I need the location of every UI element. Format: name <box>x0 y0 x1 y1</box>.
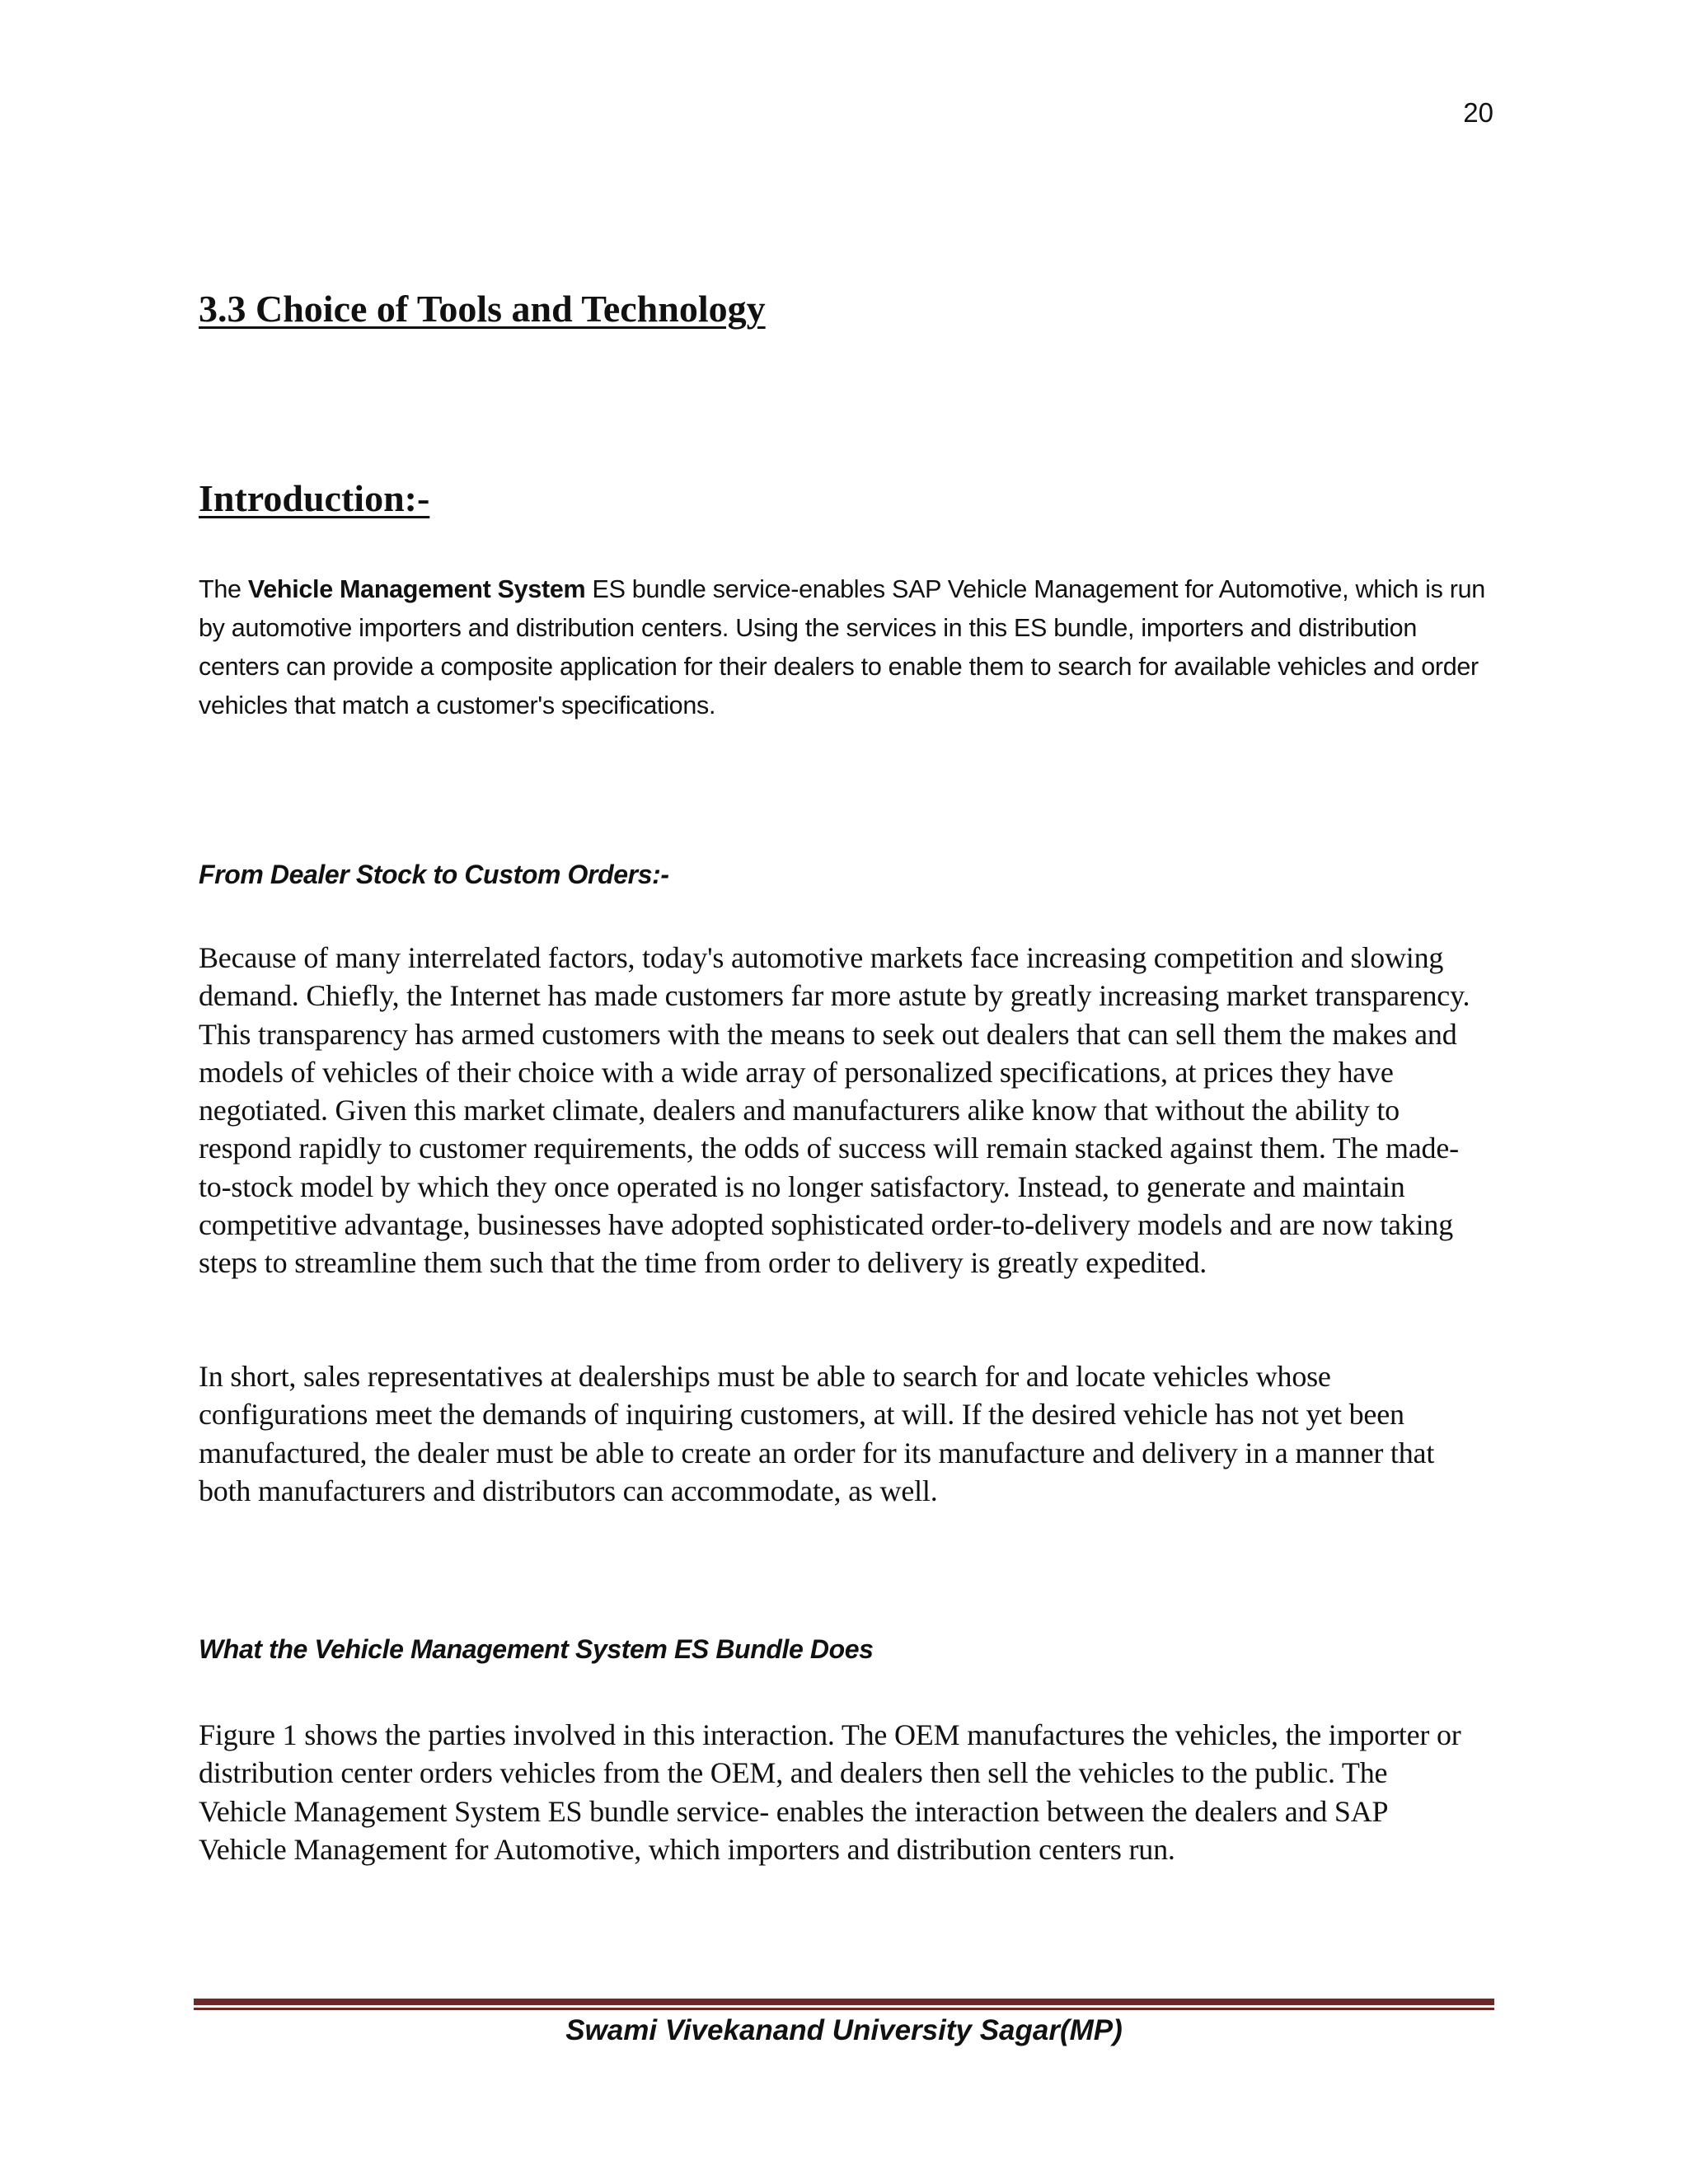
page-number: 20 <box>1463 97 1493 128</box>
footer-rule <box>194 1999 1494 2010</box>
dealer-stock-paragraph-2: In short, sales representatives at dealerships must be able to search for and locate vehicles whose configurations meet the demands of inquiring customers, at will. If the desired vehicle has not yet been manufactured, the dealer must be able to create an order for its manufacture and delivery in a manner that both manufacturers and distributors can accommodate, as well. <box>199 1360 1435 1507</box>
bundle-does-heading: What the Vehicle Management System ES Bundle Does <box>199 1634 874 1664</box>
introduction-prefix: The <box>199 575 248 603</box>
introduction-paragraph <box>199 570 1501 725</box>
footer-rule-thick <box>194 1999 1494 2005</box>
dealer-stock-heading: From Dealer Stock to Custom Orders:- <box>199 860 669 889</box>
introduction-text: ES bundle service-enables SAP Vehicle Management for Automotive, which is run by automotive importers and distribution centers. Using the services in this ES bundle, importers and distribution centers can provide a composite application for their dealers to enable them to search for available vehicles and order vehicles that match a customer's specifications. <box>199 575 1485 719</box>
dealer-stock-paragraph-1: Because of many interrelated factors, today's automotive markets face increasing competition and slowing demand. Chiefly, the Internet has made customers far more astute by greatly increasing market transparency. This transparency has armed customers with the means to seek out dealers that can sell them the makes and models of vehicles of their choice with a wide array of personalized specifications, at prices they have negotiated. Given this market climate, dealers and manufacturers alike know that without the ability to respond rapidly to customer requirements, the odds of success will remain stacked against them. The made-to-stock model by which they once operated is no longer satisfactory. Instead, to generate and maintain competitive advantage, businesses have adopted sophisticated order-to-delivery models and are now taking steps to streamline them such that the time from order to delivery is greatly expedited. <box>199 941 1470 1280</box>
footer-rule-thin <box>194 2008 1494 2010</box>
footer-university-name: Swami Vivekanand University Sagar(MP) <box>565 2014 1123 2046</box>
section-title: 3.3 Choice of Tools and Technology <box>199 288 766 330</box>
bundle-does-paragraph: Figure 1 shows the parties involved in this interaction. The OEM manufactures the vehicles, the importer or distribution center orders vehicles from the OEM, and dealers then sell the vehicles to the public. The Vehicle Management System ES bundle service- enables the interaction between the dealers and SAP Vehicle Management for Automotive, which importers and distribution centers run. <box>199 1718 1461 1866</box>
vehicle-management-system-term: Vehicle Management System <box>247 575 586 603</box>
introduction-heading: Introduction:- <box>199 477 430 519</box>
